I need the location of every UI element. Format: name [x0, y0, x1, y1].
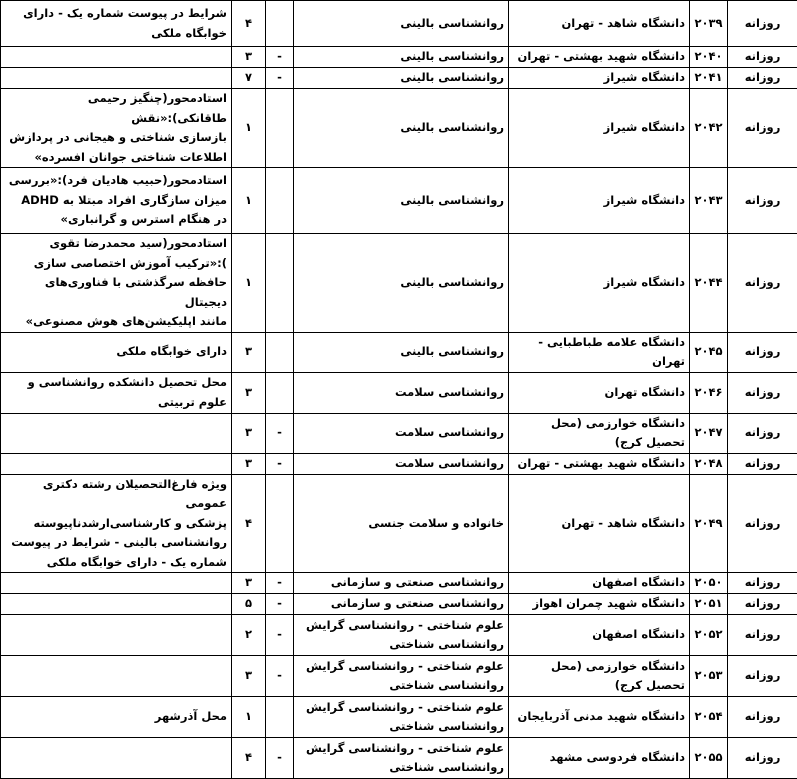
gender-cell: [266, 1, 294, 47]
note-cell: [1, 656, 232, 697]
table-row: [1, 474, 797, 573]
program-code-cell: ۲۰۵۱: [690, 594, 728, 615]
course-type-cell: روزانه: [728, 594, 797, 615]
program-code-cell: ۲۰۵۲: [690, 615, 728, 656]
table-row: [1, 697, 797, 738]
note-cell: [1, 615, 232, 656]
course-type-cell: روزانه: [728, 697, 797, 738]
university-cell: دانشگاه شیراز: [509, 168, 690, 234]
university-cell: دانشگاه شهید بهشتی - تهران: [509, 47, 690, 68]
program-code-cell: ۲۰۴۲: [690, 89, 728, 168]
table-row: [1, 453, 797, 474]
course-type-cell: روزانه: [728, 1, 797, 47]
gender-cell: -: [266, 656, 294, 697]
note-cell: استادمحور(حبیب هادیان فرد):«بررسی میزان سازگاری افراد مبتلا به ADHD در هنگام استرس و گرانباری»: [1, 168, 232, 234]
note-cell: محل آذرشهر: [1, 697, 232, 738]
field-cell: علوم شناختی - روانشناسی گرایش روانشناسی شناختی: [294, 656, 509, 697]
gender-cell: [266, 372, 294, 413]
table-row: [1, 656, 797, 697]
university-cell: دانشگاه شیراز: [509, 89, 690, 168]
capacity-cell: ۱: [232, 697, 266, 738]
course-type-cell: روزانه: [728, 332, 797, 372]
field-cell: روانشناسی سلامت: [294, 413, 509, 453]
program-code-cell: ۲۰۴۹: [690, 474, 728, 573]
gender-cell: -: [266, 413, 294, 453]
gender-cell: -: [266, 573, 294, 594]
gender-cell: -: [266, 47, 294, 68]
note-cell: محل تحصیل دانشکده روانشناسی و علوم تربیتی: [1, 372, 232, 413]
note-cell: استادمحور(سید محمدرضا تقوی ):«ترکیب آموزش اختصاصی سازی حافظه سرگذشتی با فناوری‌های دیجیتال مانند اپلیکیشن‌های هوش مصنوعی»: [1, 234, 232, 333]
capacity-cell: ۲: [232, 615, 266, 656]
university-cell: دانشگاه خوارزمی (محل تحصیل کرج): [509, 656, 690, 697]
program-code-cell: ۲۰۴۷: [690, 413, 728, 453]
capacity-cell: ۳: [232, 332, 266, 372]
university-cell: دانشگاه شهید بهشتی - تهران: [509, 453, 690, 474]
note-cell: [1, 68, 232, 89]
table-row: [1, 1, 797, 47]
note-cell: [1, 453, 232, 474]
program-code-cell: ۲۰۵۵: [690, 738, 728, 779]
program-code-cell: ۲۰۵۰: [690, 573, 728, 594]
university-cell: دانشگاه شهید چمران اهواز: [509, 594, 690, 615]
field-cell: روانشناسی صنعتی و سازمانی: [294, 594, 509, 615]
course-type-cell: روزانه: [728, 615, 797, 656]
program-code-cell: ۲۰۴۶: [690, 372, 728, 413]
note-cell: [1, 738, 232, 779]
university-cell: دانشگاه شهید مدنی آذربایجان: [509, 697, 690, 738]
field-cell: روانشناسی سلامت: [294, 453, 509, 474]
course-type-cell: روزانه: [728, 474, 797, 573]
note-cell: [1, 573, 232, 594]
course-type-cell: روزانه: [728, 47, 797, 68]
table-row: [1, 738, 797, 779]
capacity-cell: ۷: [232, 68, 266, 89]
course-type-cell: روزانه: [728, 168, 797, 234]
table-row: [1, 573, 797, 594]
program-code-cell: ۲۰۵۴: [690, 697, 728, 738]
university-cell: دانشگاه تهران: [509, 372, 690, 413]
field-cell: روانشناسی بالینی: [294, 168, 509, 234]
field-cell: روانشناسی بالینی: [294, 47, 509, 68]
gender-cell: [266, 697, 294, 738]
course-type-cell: روزانه: [728, 68, 797, 89]
note-cell: [1, 413, 232, 453]
course-type-cell: روزانه: [728, 738, 797, 779]
table-row: [1, 372, 797, 413]
gender-cell: -: [266, 615, 294, 656]
table-row: [1, 615, 797, 656]
course-type-cell: روزانه: [728, 413, 797, 453]
capacity-cell: ۳: [232, 453, 266, 474]
program-code-cell: ۲۰۴۸: [690, 453, 728, 474]
course-type-cell: روزانه: [728, 234, 797, 333]
table-row: [1, 168, 797, 234]
university-cell: دانشگاه خوارزمی (محل تحصیل کرج): [509, 413, 690, 453]
note-cell: ویژه فارغ‌التحصیلان رشته دکتری عمومی پزشکی و کارشناسی‌ارشدناپیوسته روانشناسی بالینی - شرایط در پیوست شماره یک - دارای خوابگاه ملکی: [1, 474, 232, 573]
program-code-cell: ۲۰۴۱: [690, 68, 728, 89]
field-cell: روانشناسی بالینی: [294, 89, 509, 168]
capacity-cell: ۱: [232, 168, 266, 234]
field-cell: علوم شناختی - روانشناسی گرایش روانشناسی شناختی: [294, 697, 509, 738]
course-type-cell: روزانه: [728, 656, 797, 697]
note-cell: شرایط در پیوست شماره یک - دارای خوابگاه ملکی: [1, 1, 232, 47]
capacity-cell: ۳: [232, 372, 266, 413]
course-type-cell: روزانه: [728, 89, 797, 168]
capacity-cell: ۴: [232, 738, 266, 779]
course-type-cell: روزانه: [728, 453, 797, 474]
gender-cell: [266, 168, 294, 234]
note-cell: [1, 594, 232, 615]
gender-cell: -: [266, 738, 294, 779]
university-cell: دانشگاه فردوسی مشهد: [509, 738, 690, 779]
capacity-cell: ۴: [232, 474, 266, 573]
field-cell: روانشناسی بالینی: [294, 234, 509, 333]
university-cell: دانشگاه شیراز: [509, 68, 690, 89]
table-row: [1, 68, 797, 89]
university-cell: دانشگاه اصفهان: [509, 615, 690, 656]
table-row: [1, 89, 797, 168]
program-code-cell: ۲۰۴۴: [690, 234, 728, 333]
field-cell: علوم شناختی - روانشناسی گرایش روانشناسی شناختی: [294, 738, 509, 779]
gender-cell: [266, 234, 294, 333]
university-cell: دانشگاه علامه طباطبایی - تهران: [509, 332, 690, 372]
capacity-cell: ۳: [232, 47, 266, 68]
gender-cell: [266, 474, 294, 573]
course-type-cell: روزانه: [728, 372, 797, 413]
capacity-cell: ۵: [232, 594, 266, 615]
program-code-cell: ۲۰۴۳: [690, 168, 728, 234]
university-cell: دانشگاه شاهد - تهران: [509, 1, 690, 47]
capacity-cell: ۴: [232, 1, 266, 47]
course-type-cell: روزانه: [728, 573, 797, 594]
note-cell: استادمحور(چنگیز رحیمی طاقانکی):«نقش بازسازی شناختی و هیجانی در پردازش اطلاعات شناختی جوانان افسرده»: [1, 89, 232, 168]
gender-cell: [266, 89, 294, 168]
field-cell: روانشناسی صنعتی و سازمانی: [294, 573, 509, 594]
capacity-cell: ۱: [232, 234, 266, 333]
table-row: [1, 332, 797, 372]
capacity-cell: ۳: [232, 573, 266, 594]
capacity-cell: ۳: [232, 656, 266, 697]
program-code-cell: ۲۰۴۰: [690, 47, 728, 68]
capacity-cell: ۳: [232, 413, 266, 453]
gender-cell: -: [266, 68, 294, 89]
university-cell: دانشگاه شیراز: [509, 234, 690, 333]
table-row: [1, 234, 797, 333]
program-code-cell: ۲۰۳۹: [690, 1, 728, 47]
field-cell: روانشناسی بالینی: [294, 68, 509, 89]
table-body: [1, 1, 797, 779]
field-cell: روانشناسی سلامت: [294, 372, 509, 413]
field-cell: خانواده و سلامت جنسی: [294, 474, 509, 573]
field-cell: روانشناسی بالینی: [294, 332, 509, 372]
note-cell: دارای خوابگاه ملکی: [1, 332, 232, 372]
gender-cell: -: [266, 453, 294, 474]
table-row: [1, 413, 797, 453]
gender-cell: -: [266, 594, 294, 615]
table-row: [1, 47, 797, 68]
table-row: [1, 594, 797, 615]
field-cell: روانشناسی بالینی: [294, 1, 509, 47]
capacity-cell: ۱: [232, 89, 266, 168]
note-cell: [1, 47, 232, 68]
university-cell: دانشگاه شاهد - تهران: [509, 474, 690, 573]
program-code-cell: ۲۰۴۵: [690, 332, 728, 372]
field-cell: علوم شناختی - روانشناسی گرایش روانشناسی شناختی: [294, 615, 509, 656]
program-code-cell: ۲۰۵۳: [690, 656, 728, 697]
gender-cell: [266, 332, 294, 372]
university-cell: دانشگاه اصفهان: [509, 573, 690, 594]
